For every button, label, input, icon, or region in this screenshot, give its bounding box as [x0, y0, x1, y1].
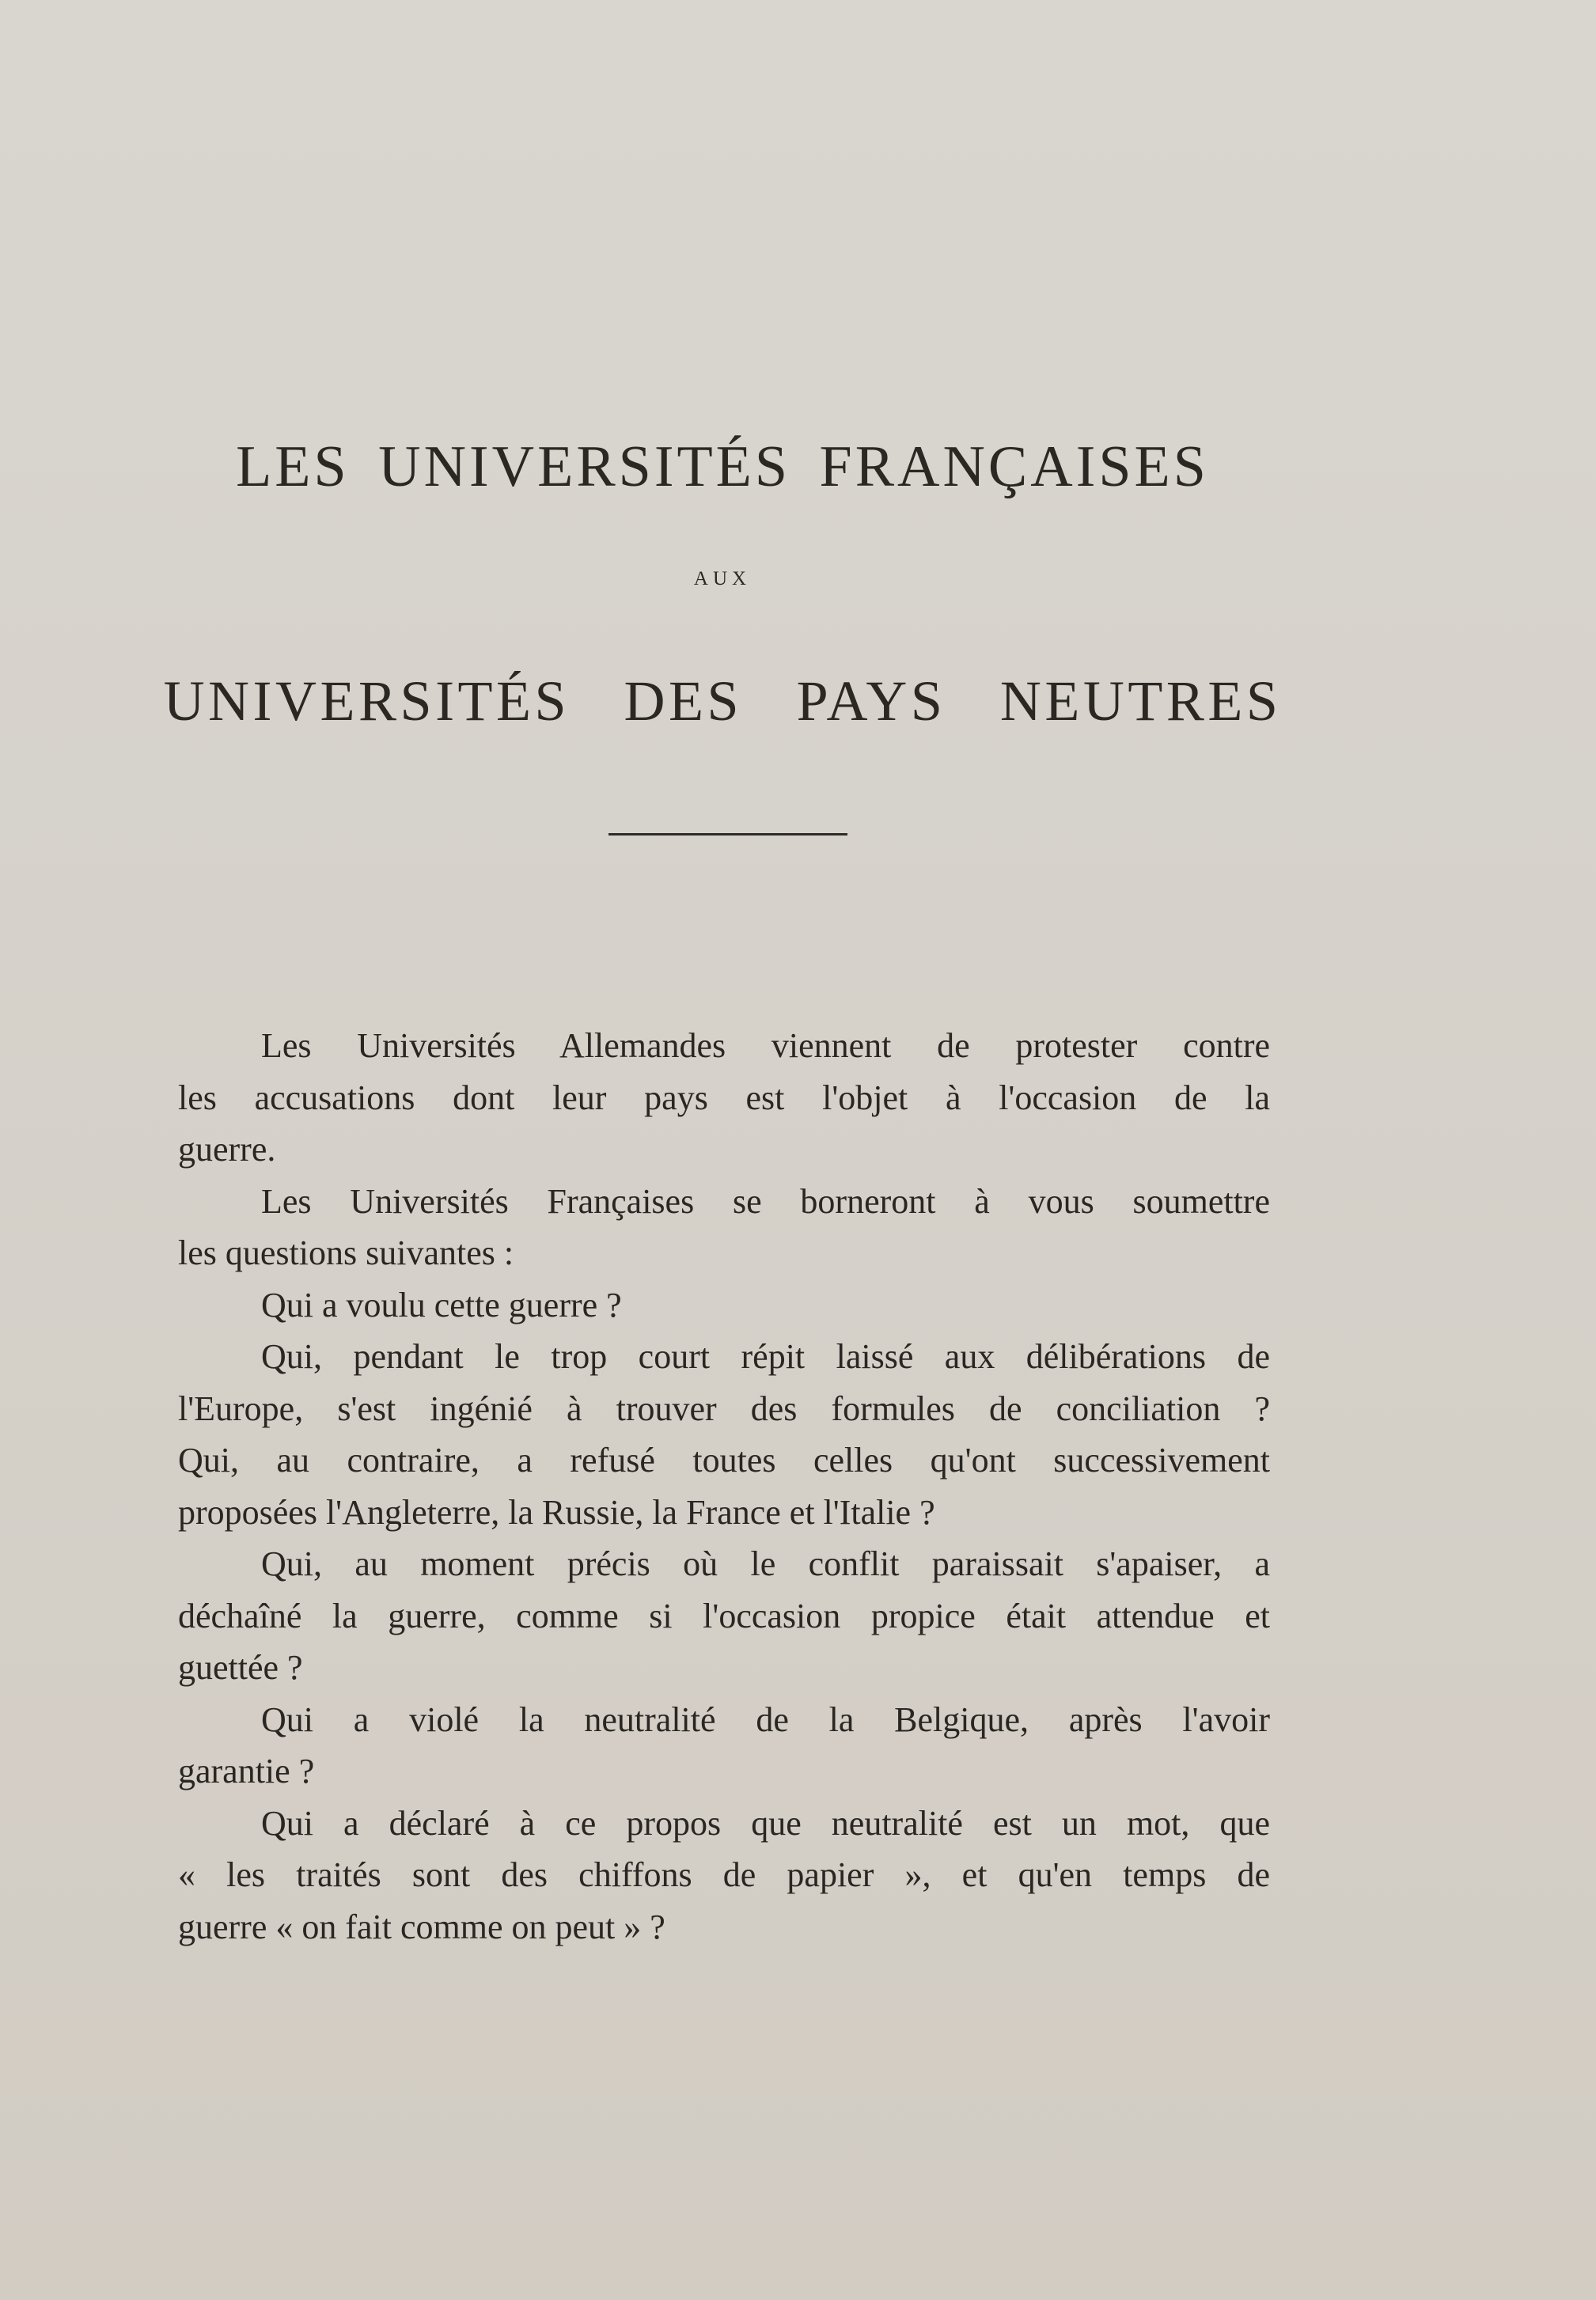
body-text — [178, 1020, 1270, 1953]
page-title-line-2: UNIVERSITÉS DES PAYS NEUTRES — [163, 669, 1282, 733]
text-line: Qui a voulu cette guerre ? — [261, 1285, 622, 1324]
text-line: garantie ? — [178, 1752, 315, 1790]
text-line: Qui, au moment précis où le conflit paraissait s'apaiser, a — [261, 1544, 1270, 1583]
text-line: les questions suivantes : — [178, 1233, 514, 1272]
text-line: Qui, pendant le trop court répit laissé aux délibérations de — [261, 1337, 1270, 1376]
text-line: « les traités sont des chiffons de papier », et qu'en temps de — [178, 1855, 1270, 1894]
text-line: Qui, au contraire, a refusé toutes celles qu'ont successivement — [178, 1441, 1270, 1480]
text-line: les accusations dont leur pays est l'objet à l'occasion de la — [178, 1078, 1270, 1117]
text-line: Qui a déclaré à ce propos que neutralité est un mot, que — [261, 1803, 1270, 1843]
text-line: l'Europe, s'est ingénié à trouver des formules de conciliation ? — [178, 1389, 1270, 1428]
text-line: Les Universités Allemandes viennent de protester contre — [261, 1026, 1270, 1065]
text-line: déchaîné la guerre, comme si l'occasion propice était attendue et — [178, 1596, 1270, 1635]
text-line: guerre. — [178, 1130, 276, 1169]
text-line: proposées l'Angleterre, la Russie, la France et l'Italie ? — [178, 1492, 935, 1532]
text-line: guettée ? — [178, 1648, 303, 1687]
title-connector: AUX — [693, 568, 752, 589]
text-line: Qui a violé la neutralité de la Belgique, après l'avoir — [261, 1699, 1270, 1739]
text-line: Les Universités Françaises se borneront à vous soumettre — [261, 1181, 1270, 1221]
page-title-line-1: LES UNIVERSITÉS FRANÇAISES — [236, 434, 1209, 499]
title-divider — [608, 833, 847, 836]
text-line: guerre « on fait comme on peut » ? — [178, 1907, 665, 1946]
